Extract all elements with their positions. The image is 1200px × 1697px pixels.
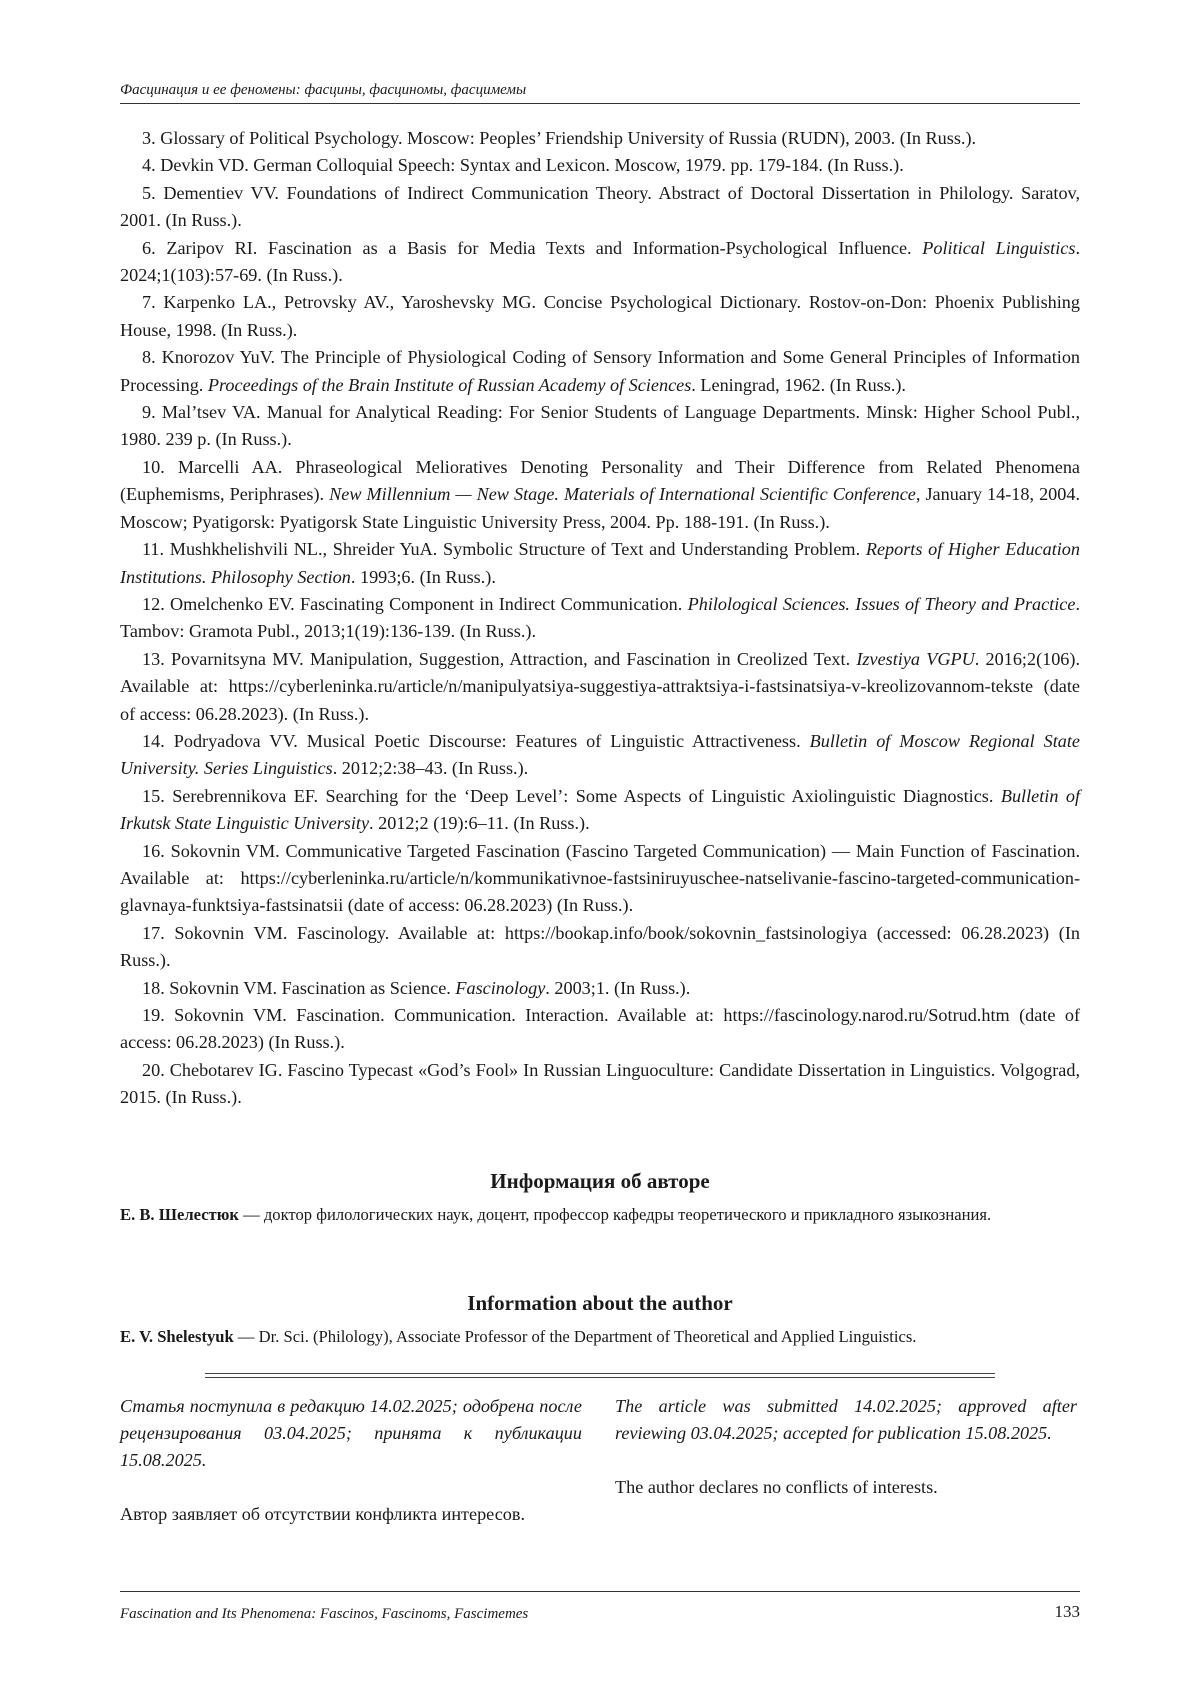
reference-item: 19. Sokovnin VM. Fascination. Communication. Interaction. Available at: https://fascinology.narod.ru/Sotrud.htm (date of access: 06.28.2023) (In Russ.). bbox=[120, 1005, 1081, 1053]
journal-title: Bulletin of Moscow Regional State University. Series Linguistics bbox=[120, 730, 1080, 779]
reference-item: 6. Zaripov RI. Fascination as a Basis for Media Texts and Information-Psychological Influence. Political Linguistics. 2024;1(103):57-69. (In Russ.). bbox=[120, 237, 1080, 286]
author-name-en: E. V. Shelestyuk bbox=[120, 1327, 234, 1346]
author-info-heading-en: Information about the author bbox=[467, 1291, 733, 1315]
author-info-en: E. V. Shelestyuk — Dr. Sci. (Philology), Associate Professor of the Department of Theoretical and Applied Linguistics. bbox=[120, 1327, 917, 1346]
author-info-heading-ru: Информация об авторе bbox=[490, 1169, 710, 1193]
reference-item: 5. Dementiev VV. Foundations of Indirect Communication Theory. Abstract of Doctoral Dissertation in Philology. Saratov, 2001. (In Russ.). bbox=[120, 182, 1081, 231]
reference-item: 15. Serebrennikova EF. Searching for the ‘Deep Level’: Some Aspects of Linguistic Axiolinguistic Diagnostics. Bulletin of Irkutsk State Linguistic University. 2012;2 (19):6–11. (In Russ.). bbox=[120, 785, 1080, 834]
journal-title: Political Linguistics bbox=[922, 237, 1076, 258]
reference-item: 12. Omelchenko EV. Fascinating Component in Indirect Communication. Philological Sciences. Issues of Theory and Practice. Tambov: Gramota Publ., 2013;1(19):136-139. (In Russ.). bbox=[120, 593, 1080, 642]
reference-item: 17. Sokovnin VM. Fascinology. Available at: https://bookap.info/book/sokovnin_fastsinologiya (accessed: 06.28.2023) (In Russ.). bbox=[120, 922, 1080, 971]
reference-item: 18. Sokovnin VM. Fascination as Science. Fascinology. 2003;1. (In Russ.). bbox=[142, 977, 691, 998]
double-divider bbox=[205, 1373, 995, 1378]
author-name-ru: Е. В. Шелестюк bbox=[120, 1205, 239, 1224]
submission-dates-ru: Статья поступила в редакцию 14.02.2025; одобрена после рецензирования 03.04.2025; принята к публикации 15.08.2025. bbox=[120, 1396, 582, 1470]
reference-item: 20. Chebotarev IG. Fascino Typecast «God’s Fool» In Russian Linguoculture: Candidate Dissertation in Linguistics. Volgograd, 2015. (In Russ.). bbox=[120, 1059, 1080, 1108]
journal-title: Proceedings of the Brain Institute of Russian Academy of Sciences bbox=[207, 374, 692, 395]
reference-list bbox=[120, 125, 1080, 1112]
submission-column-en bbox=[615, 1393, 1077, 1501]
submission-dates-en: The article was submitted 14.02.2025; approved after reviewing 03.04.2025; accepted for publication 15.08.2025. bbox=[615, 1396, 1077, 1443]
running-footer: Fascination and Its Phenomena: Fascinos, Fascinoms, Fascimemes bbox=[120, 1606, 529, 1622]
reference-item: 16. Sokovnin VM. Communicative Targeted Fascination (Fascino Targeted Communication) — Main Function of Fascination. Available at: https://cyberleninka.ru/article/n/kommunikativnoe-fastsiniruyuschee-natselivanie-fascino-targeted-communication-glavnaya-funktsiya-fastsinatsii (date of access: 06.28.2023) (In Russ.). bbox=[120, 840, 1081, 916]
footer-rule bbox=[120, 1591, 1080, 1592]
reference-item: 4. Devkin VD. German Colloquial Speech: Syntax and Lexicon. Moscow, 1979. pp. 179-184. (In Russ.). bbox=[142, 155, 904, 176]
reference-item: 11. Mushkhelishvili NL., Shreider YuA. Symbolic Structure of Text and Understanding Problem. Reports of Higher Education Institutions. Philosophy Section. 1993;6. (In Russ.). bbox=[120, 539, 1080, 587]
conflict-statement-ru: Автор заявляет об отсутствии конфликта интересов. bbox=[120, 1504, 525, 1524]
reference-item: 7. Karpenko LA., Petrovsky AV., Yaroshevsky MG. Concise Psychological Dictionary. Rostov-on-Don: Phoenix Publishing House, 1998. (In Russ.). bbox=[120, 292, 1080, 340]
journal-title: Philological Sciences. Issues of Theory and Practice bbox=[687, 593, 1076, 614]
conflict-statement-en: The author declares no conflicts of interests. bbox=[615, 1477, 938, 1497]
author-info-ru: Е. В. Шелестюк — доктор филологических наук, доцент, профессор кафедры теоретического и прикладного языкознания. bbox=[120, 1205, 992, 1224]
submission-column-ru bbox=[120, 1393, 582, 1528]
journal-title: Fascinology bbox=[455, 977, 546, 998]
journal-title: Bulletin of Irkutsk State Linguistic University bbox=[120, 785, 1080, 834]
reference-item: 14. Podryadova VV. Musical Poetic Discourse: Features of Linguistic Attractiveness. Bulletin of Moscow Regional State University. Series Linguistics. 2012;2:38–43. (In Russ.). bbox=[120, 730, 1080, 779]
header-rule bbox=[120, 103, 1080, 104]
reference-item: 8. Knorozov YuV. The Principle of Physiological Coding of Sensory Information and Some General Principles of Information Processing. Proceedings of the Brain Institute of Russian Academy of Sciences. Leningrad, 1962. (In Russ.). bbox=[120, 347, 1081, 395]
journal-title: Izvestiya VGPU bbox=[856, 648, 975, 669]
running-head: Фасцинация и ее феномены: фасцины, фасциномы, фасцимемы bbox=[120, 82, 527, 98]
reference-item: 3. Glossary of Political Psychology. Moscow: Peoples’ Friendship University of Russia (RUDN), 2003. (In Russ.). bbox=[142, 128, 977, 148]
journal-title: Reports of Higher Education Institutions. Philosophy Section bbox=[120, 539, 1080, 587]
reference-item: 13. Povarnitsyna MV. Manipulation, Suggestion, Attraction, and Fascination in Creolized Text. Izvestiya VGPU. 2016;2(106). Available at: https://cyberleninka.ru/article/n/manipulyatsiya-suggestiya-attraktsiya-i-fastsinatsiya-v-kreolizovannom-tekste (date of access: 06.28.2023). (In Russ.). bbox=[120, 648, 1081, 724]
journal-title: New Millennium — New Stage. Materials of International Scientific Conference bbox=[329, 484, 916, 505]
reference-item: 9. Mal’tsev VA. Manual for Analytical Reading: For Senior Students of Language Departments. Minsk: Higher School Publ., 1980. 239 p. (In Russ.). bbox=[120, 402, 1080, 450]
page-number: 133 bbox=[1054, 1602, 1080, 1621]
reference-item: 10. Marcelli AA. Phraseological Melioratives Denoting Personality and Their Difference from Related Phenomena (Euphemisms, Periphrases). New Millennium — New Stage. Materials of International Scientific Conference, January 14-18, 2004. Moscow; Pyatigorsk: Pyatigorsk State Linguistic University Press, 2004. Pp. 188-191. (In Russ.). bbox=[120, 456, 1081, 532]
